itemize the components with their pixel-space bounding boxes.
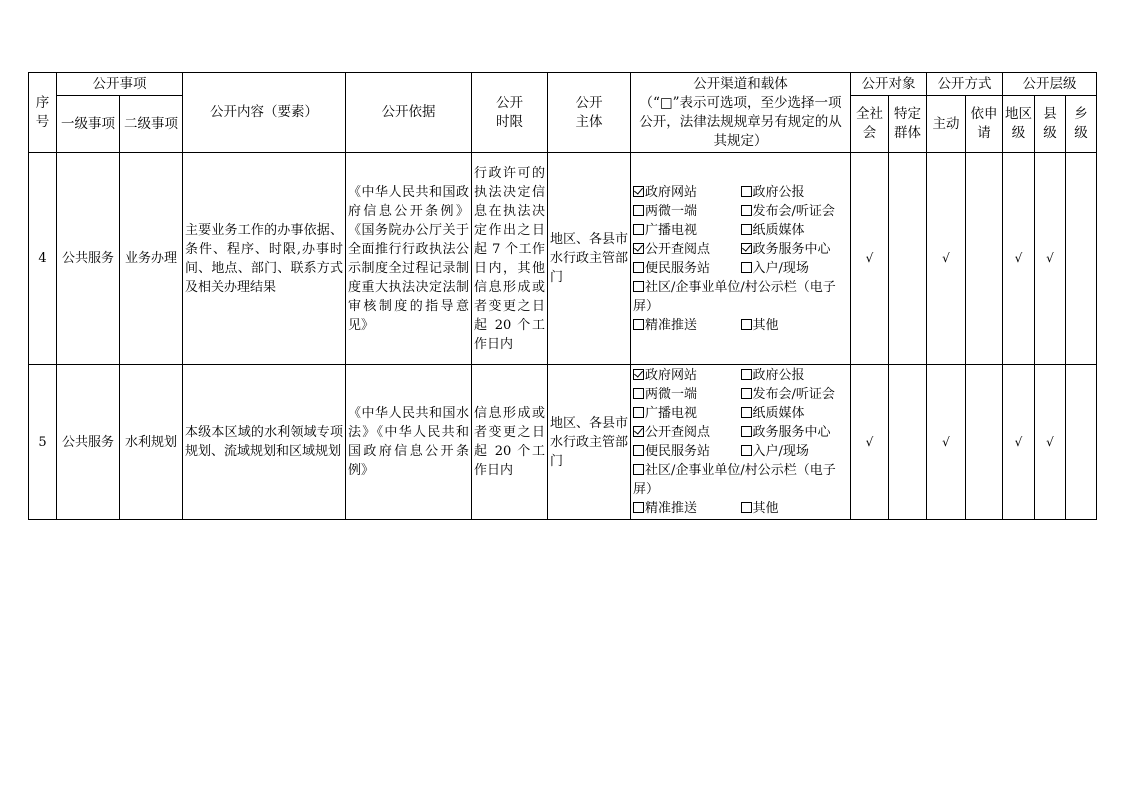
row-level1: 公共服务 [57, 153, 120, 365]
row-target-all: √ [851, 153, 889, 365]
row-content: 主要业务工作的办事依据、条件、程序、时限,办事时间、地点、部门、联系方式及相关办理结果 [183, 153, 346, 365]
channel-list [633, 366, 848, 518]
channel-option[interactable] [633, 316, 741, 335]
channel-option-label: 发布会/听证会 [752, 203, 835, 219]
row-method-request [966, 153, 1003, 365]
channel-option[interactable] [741, 442, 849, 461]
channel-list [633, 183, 848, 335]
channel-option-label: 公开查阅点 [645, 425, 711, 440]
row-target-all: √ [851, 365, 889, 520]
channel-option-label: 广播电视 [645, 222, 698, 238]
channel-option[interactable] [741, 183, 849, 202]
header-method-active: 主动 [927, 96, 966, 153]
unchecked-box-icon[interactable] [633, 281, 644, 292]
channel-option-label: 便民服务站 [645, 444, 711, 459]
unchecked-box-icon[interactable] [741, 262, 752, 273]
channel-option-label: 其他 [752, 501, 779, 516]
channel-option[interactable] [633, 442, 741, 461]
header-channel [631, 73, 851, 153]
row-level-town [1066, 153, 1097, 365]
header-channel-note: （“□”表示可选项，至少选择一项公开，法律法规规章另有规定的从其规定） [639, 94, 842, 149]
channel-option-label: 两微一端 [645, 203, 698, 219]
header-time-limit: 公开时限 [472, 73, 548, 153]
unchecked-box-icon[interactable] [741, 445, 752, 456]
row-seq: 4 [29, 153, 57, 365]
row-level-town [1066, 365, 1097, 520]
unchecked-box-icon[interactable] [633, 205, 644, 216]
row-basis: 《中华人民共和国水法》《中华人民共和国政府信息公开条例》 [346, 365, 472, 520]
channel-option-label: 政府网站 [645, 184, 698, 200]
channel-option[interactable] [633, 202, 741, 221]
header-target-all: 全社会 [851, 96, 889, 153]
row-method-active: √ [927, 365, 966, 520]
channel-option[interactable] [741, 221, 849, 240]
channel-option-label: 两微一端 [645, 387, 698, 402]
channel-option[interactable] [741, 423, 849, 442]
channel-option[interactable] [741, 499, 849, 518]
channel-option[interactable] [741, 259, 849, 278]
row-level-county: √ [1035, 153, 1066, 365]
channel-option[interactable] [633, 278, 848, 316]
channel-option-label: 社区/企事业单位/村公示栏（电子屏） [633, 463, 836, 497]
table-header [29, 73, 1097, 153]
channel-option[interactable] [633, 259, 741, 278]
header-method-group: 公开方式 [927, 73, 1003, 96]
header-level-region: 地区级 [1003, 96, 1035, 153]
channel-option[interactable] [741, 404, 849, 423]
header-channel-title: 公开渠道和载体 [693, 75, 788, 92]
unchecked-box-icon[interactable] [741, 502, 752, 513]
channel-option-label: 便民服务站 [645, 260, 711, 276]
channel-option[interactable] [633, 423, 741, 442]
channel-option[interactable] [633, 183, 741, 202]
unchecked-box-icon[interactable] [741, 388, 752, 399]
channel-option[interactable] [741, 240, 849, 259]
unchecked-box-icon[interactable] [741, 186, 752, 197]
checked-box-icon[interactable] [633, 369, 644, 380]
channel-option-label: 社区/企事业单位/村公示栏（电子屏） [633, 279, 836, 314]
unchecked-box-icon[interactable] [633, 502, 644, 513]
header-method-request: 依申请 [966, 96, 1003, 153]
channel-option[interactable] [633, 461, 848, 499]
header-level-county: 县级 [1035, 96, 1066, 153]
unchecked-box-icon[interactable] [741, 369, 752, 380]
unchecked-box-icon[interactable] [741, 407, 752, 418]
row-seq: 5 [29, 365, 57, 520]
row-channels [631, 153, 851, 365]
row-level-region: √ [1003, 153, 1035, 365]
unchecked-box-icon[interactable] [633, 224, 644, 235]
channel-option-label: 广播电视 [645, 406, 698, 421]
table-row [29, 365, 1097, 520]
header-target-group: 公开对象 [851, 73, 927, 96]
row-level-region: √ [1003, 365, 1035, 520]
checked-box-icon[interactable] [633, 243, 644, 254]
unchecked-box-icon[interactable] [633, 407, 644, 418]
channel-option-label: 精准推送 [645, 501, 698, 516]
header-level2: 二级事项 [120, 96, 183, 153]
channel-option-label: 政府公报 [752, 368, 805, 383]
channel-option-label: 入户/现场 [752, 444, 809, 459]
channel-option[interactable] [741, 385, 849, 404]
row-level2: 水利规划 [120, 365, 183, 520]
channel-option[interactable] [741, 316, 849, 335]
row-subject: 地区、各县市水行政主管部门 [548, 365, 631, 520]
header-content: 公开内容（要素） [183, 73, 346, 153]
channel-option[interactable] [633, 221, 741, 240]
unchecked-box-icon[interactable] [633, 319, 644, 330]
row-level2: 业务办理 [120, 153, 183, 365]
row-channels [631, 365, 851, 520]
header-subject: 公开主体 [548, 73, 631, 153]
header-target-specific: 特定群体 [889, 96, 927, 153]
channel-option-label: 政务服务中心 [752, 425, 831, 440]
channel-option-label: 纸质媒体 [752, 222, 805, 238]
header-level1: 一级事项 [57, 96, 120, 153]
channel-option-label: 其他 [752, 317, 779, 333]
header-level-group: 公开层级 [1003, 73, 1097, 96]
row-basis: 《中华人民共和国政府信息公开条例》《国务院办公厅关于全面推行行政执法公示制度全过程记录制度重大执法决定法制审核制度的指导意见》 [346, 153, 472, 365]
channel-option[interactable] [633, 366, 741, 385]
checked-box-icon[interactable] [633, 426, 644, 437]
channel-option-label: 公开查阅点 [645, 241, 711, 257]
unchecked-box-icon[interactable] [741, 426, 752, 437]
channel-option[interactable] [633, 404, 741, 423]
row-level1: 公共服务 [57, 365, 120, 520]
row-method-request [966, 365, 1003, 520]
unchecked-box-icon[interactable] [633, 464, 644, 475]
channel-option-label: 政府网站 [645, 368, 698, 383]
row-target-specific [889, 365, 927, 520]
channel-option[interactable] [741, 366, 849, 385]
unchecked-box-icon[interactable] [633, 445, 644, 456]
channel-option-label: 政府公报 [752, 184, 805, 200]
header-level-town: 乡级 [1066, 96, 1097, 153]
unchecked-box-icon[interactable] [633, 262, 644, 273]
header-basis: 公开依据 [346, 73, 472, 153]
channel-option-label: 入户/现场 [752, 260, 809, 276]
table-row [29, 153, 1097, 365]
channel-option[interactable] [633, 385, 741, 404]
channel-option-label: 发布会/听证会 [752, 387, 835, 402]
row-level-county: √ [1035, 365, 1066, 520]
channel-option-label: 纸质媒体 [752, 406, 805, 421]
channel-option[interactable] [633, 240, 741, 259]
disclosure-table [28, 72, 1097, 520]
unchecked-box-icon[interactable] [633, 388, 644, 399]
row-method-active: √ [927, 153, 966, 365]
channel-option-label: 政务服务中心 [752, 241, 831, 257]
unchecked-box-icon[interactable] [741, 224, 752, 235]
channel-option[interactable] [633, 499, 741, 518]
unchecked-box-icon[interactable] [741, 319, 752, 330]
row-time-limit: 信息形成或者变更之日起 20 个工作日内 [472, 365, 548, 520]
header-seq: 序号 [29, 73, 57, 153]
checked-box-icon[interactable] [741, 243, 752, 254]
row-subject: 地区、各县市水行政主管部门 [548, 153, 631, 365]
row-time-limit: 行政许可的执法决定信息在执法决定作出之日起 7 个工作日内，其他信息形成或者变更之日起 20 个工作日内 [472, 153, 548, 365]
channel-option[interactable] [741, 202, 849, 221]
row-content: 本级本区域的水利领域专项规划、流域规划和区域规划 [183, 365, 346, 520]
channel-option-label: 精准推送 [645, 317, 698, 333]
header-matter-group: 公开事项 [57, 73, 183, 96]
checked-box-icon[interactable] [633, 186, 644, 197]
row-target-specific [889, 153, 927, 365]
unchecked-box-icon[interactable] [741, 205, 752, 216]
